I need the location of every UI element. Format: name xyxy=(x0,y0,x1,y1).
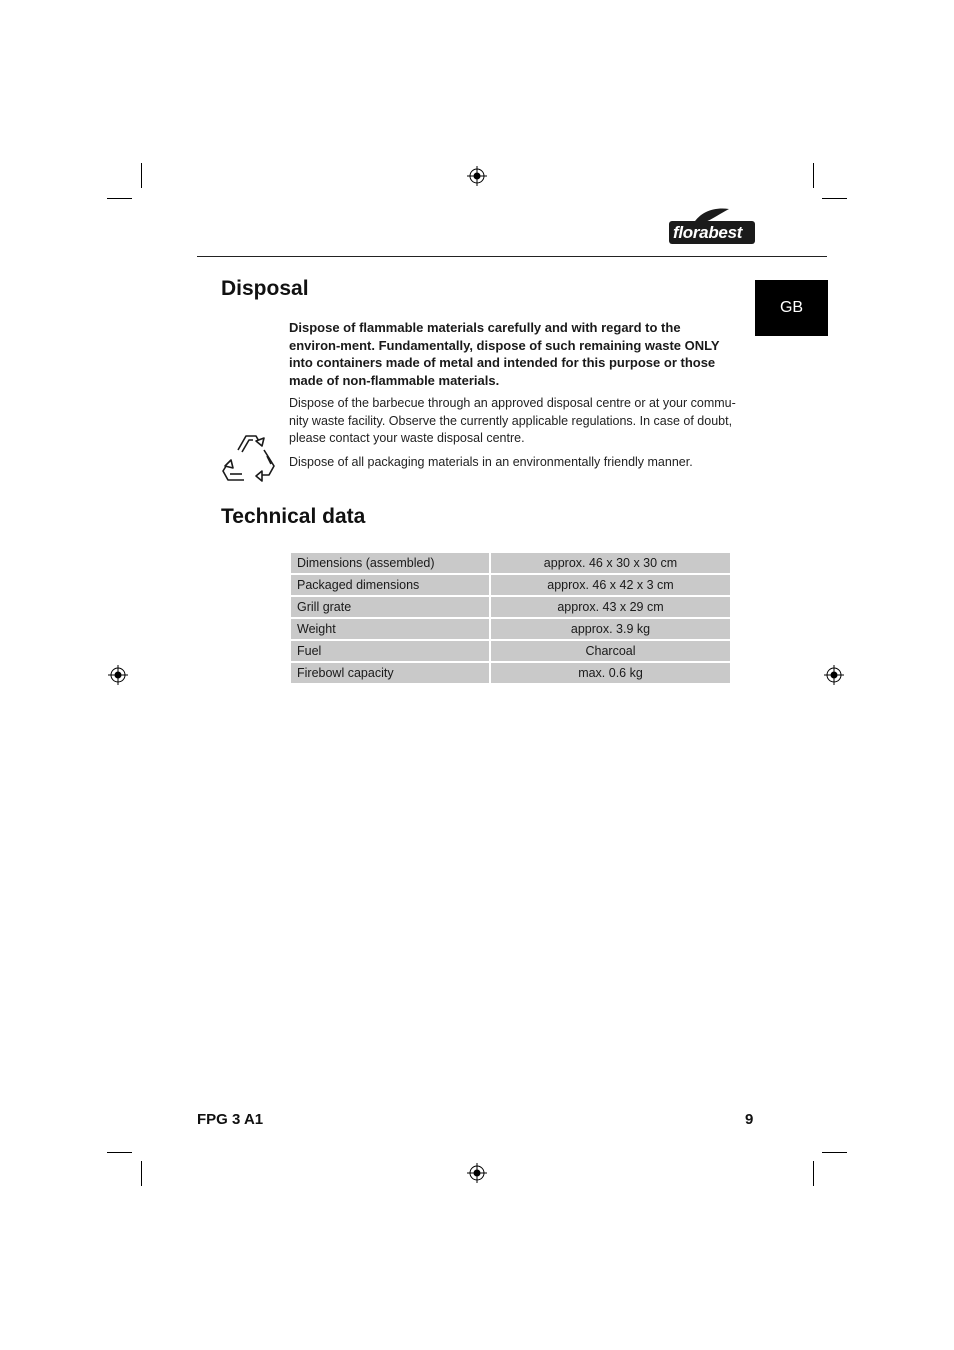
language-tab: GB xyxy=(755,280,828,336)
spec-value: approx. 3.9 kg xyxy=(491,619,730,639)
spec-label: Dimensions (assembled) xyxy=(291,553,489,573)
brand-name: florabest xyxy=(673,223,743,242)
table-row xyxy=(291,641,730,661)
crop-mark xyxy=(822,198,847,199)
disposal-warning: Dispose of flammable materials carefully and with regard to the environ-ment. Fundamentally, dispose of such remaining waste ONLY into containers made of metal and intended for this purpose or those made of non-flammable materials. xyxy=(289,320,720,388)
spec-value: approx. 46 x 42 x 3 cm xyxy=(491,575,730,595)
spec-label: Weight xyxy=(291,619,489,639)
crop-mark xyxy=(813,163,814,188)
crop-mark xyxy=(141,163,142,188)
registration-mark-icon xyxy=(467,166,487,186)
registration-mark-icon xyxy=(824,665,844,685)
spec-label: Firebowl capacity xyxy=(291,663,489,683)
spec-label: Packaged dimensions xyxy=(291,575,489,595)
disposal-heading: Disposal xyxy=(221,277,309,300)
crop-mark xyxy=(822,1152,847,1153)
crop-mark xyxy=(107,198,132,199)
spec-value: max. 0.6 kg xyxy=(491,663,730,683)
crop-mark xyxy=(107,1152,132,1153)
page-number: 9 xyxy=(745,1111,754,1128)
brand-logo xyxy=(669,207,755,245)
table-row xyxy=(291,553,730,573)
spec-value: Charcoal xyxy=(491,641,730,661)
table-row xyxy=(291,575,730,595)
crop-mark xyxy=(813,1161,814,1186)
table-row xyxy=(291,597,730,617)
table-row xyxy=(291,619,730,639)
spec-value: approx. 46 x 30 x 30 cm xyxy=(491,553,730,573)
registration-mark-icon xyxy=(467,1163,487,1183)
disposal-paragraph: Dispose of the barbecue through an approved disposal centre or at your commu-nity waste facility. Observe the currently applicable regulations. In case of doubt, please contact your waste disposal centre. xyxy=(289,396,736,445)
table-row xyxy=(291,663,730,683)
header-rule xyxy=(197,256,827,257)
technical-data-heading: Technical data xyxy=(221,505,366,528)
recycle-icon xyxy=(220,430,280,488)
disposal-paragraph: Dispose of all packaging materials in an environmentally friendly manner. xyxy=(289,455,693,469)
crop-mark xyxy=(141,1161,142,1186)
registration-mark-icon xyxy=(108,665,128,685)
spec-label: Fuel xyxy=(291,641,489,661)
model-number: FPG 3 A1 xyxy=(197,1111,264,1128)
spec-value: approx. 43 x 29 cm xyxy=(491,597,730,617)
spec-label: Grill grate xyxy=(291,597,489,617)
technical-data-table xyxy=(289,551,732,685)
